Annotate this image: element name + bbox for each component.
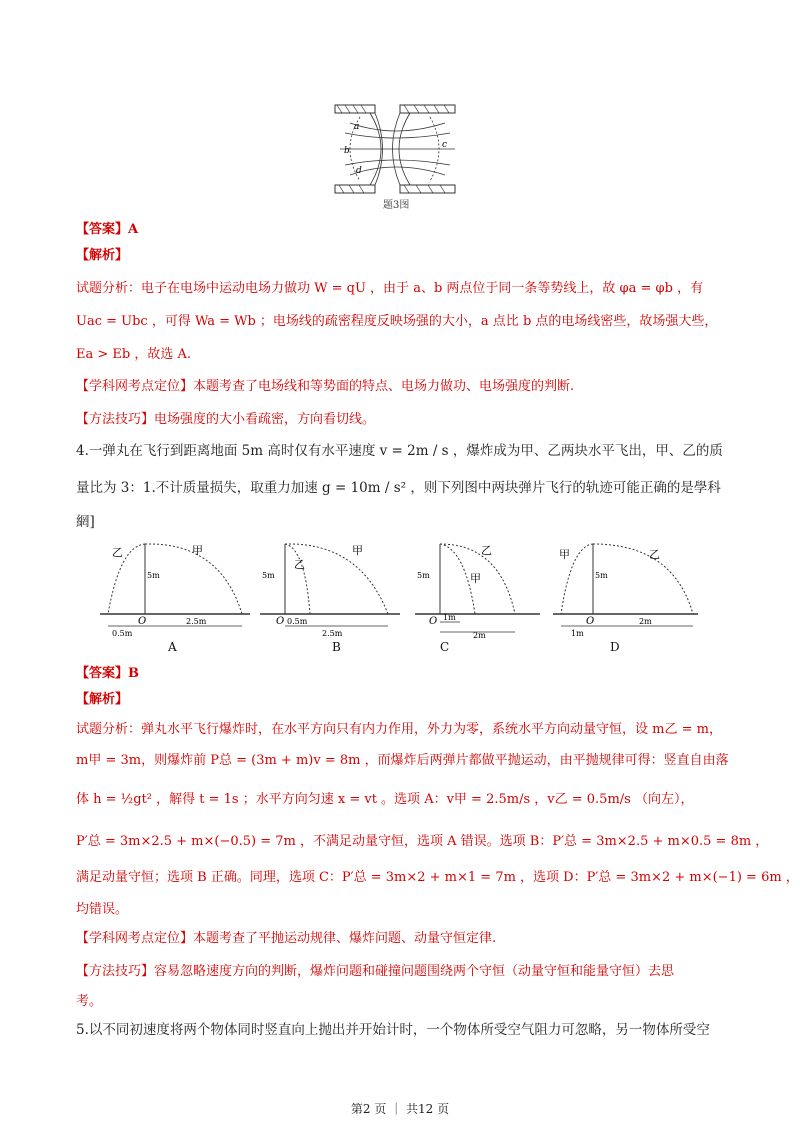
panel-d-left-piece: 甲	[559, 548, 570, 561]
panel-d-origin: O	[586, 616, 595, 627]
panel-c-height: 5m	[417, 571, 430, 580]
panel-c-label: C	[440, 640, 450, 654]
q3-analysis-line-3: Ea > Eb ，故选 A.	[76, 347, 191, 362]
q4-analysis-line-2: m甲 = 3m，则爆炸前 P总 = (3m + m)v = 8m ，而爆炸后两弹片都做平抛运动，由平抛规律可得：竖直自由落	[76, 753, 729, 768]
panel-a-left-piece: 乙	[112, 546, 123, 559]
q4-tip-line-2: 考。	[76, 994, 103, 1009]
panel-d-left-dist: 1m	[571, 629, 584, 638]
panel-d-label: D	[610, 640, 620, 654]
panel-a-left-dist: 0.5m	[112, 629, 133, 638]
q4-analysis-line-4: P′总 = 3m×2.5 + m×(−0.5) = 7m ，不满足动量守恒，选项 A 错误。选项 B：P′总 = 3m×2.5 + m×0.5 = 8m ，	[76, 834, 769, 849]
q3-point: 【学科网考点定位】本题考查了电场线和等势面的特点、电场力做功、电场强度的判断.	[76, 379, 575, 394]
page-footer: 第2 页 ｜ 共12 页	[350, 1102, 450, 1116]
q4-stem-line-1: 4.一弹丸在飞行到距离地面 5m 高时仅有水平速度 v = 2m / s ，爆炸成为甲、乙两块水平飞出，甲、乙的质	[76, 443, 723, 459]
trajectory-diagram-c	[415, 534, 545, 639]
panel-b-label: B	[332, 640, 341, 654]
panel-a-origin: O	[138, 616, 147, 627]
point-a-label: a	[354, 122, 360, 132]
q4-answer: 【答案】B	[76, 666, 139, 681]
trajectory-diagram-a	[100, 534, 250, 639]
point-c-label: c	[442, 140, 448, 150]
q3-tip: 【方法技巧】电场强度的大小看疏密，方向看切线。	[76, 412, 376, 427]
q4-stem-line-3: 網]	[76, 514, 95, 530]
point-b-label: b	[344, 146, 350, 156]
trajectory-diagram-d	[553, 534, 703, 639]
field-lines-diagram	[330, 103, 465, 198]
panel-d-right-piece: 乙	[649, 548, 660, 561]
q3-answer: 【答案】A	[76, 222, 139, 237]
q4-tip-line-1: 【方法技巧】容易忽略速度方向的判断，爆炸问题和碰撞问题围绕两个守恒（动量守恒和能量守恒）去思	[76, 964, 675, 979]
q3-analysis-head: 【解析】	[76, 248, 129, 263]
panel-b-right-piece: 乙	[294, 558, 305, 571]
q4-analysis-head: 【解析】	[76, 692, 129, 707]
panel-a-height: 5m	[147, 571, 160, 580]
panel-b-left-dist: 0.5m	[287, 617, 308, 626]
q5-stem-line-1: 5.以不同初速度将两个物体同时竖直向上抛出并开始计时，一个物体所受空气阻力可忽略，另一物体所受空	[76, 1022, 710, 1038]
q4-analysis-line-5: 满足动量守恒；选项 B 正确。同理，选项 C：P′总 = 3m×2 + m×1 = 7m ，选项 D：P′总 = 3m×2 + m×(−1) = 6m ，	[76, 870, 799, 885]
figure-caption: 题3图	[383, 200, 410, 211]
panel-b-origin: O	[276, 616, 285, 627]
panel-c-inner-piece: 甲	[470, 572, 481, 585]
panel-c-right-piece: 乙	[481, 544, 492, 557]
panel-a-label: A	[168, 640, 177, 654]
point-d-label: d	[356, 166, 362, 176]
q4-point: 【学科网考点定位】本题考查了平抛运动规律、爆炸问题、动量守恒定律.	[76, 931, 497, 946]
q3-analysis-line-1: 试题分析：电子在电场中运动电场力做功 W = qU ，由于 a、b 两点位于同一条等势线上，故 φa = φb ，有	[76, 281, 704, 296]
panel-a-right-piece: 甲	[192, 544, 203, 557]
panel-a-right-dist: 2.5m	[186, 617, 207, 626]
trajectory-panel-d	[553, 534, 703, 669]
q4-stem-line-2: 量比为 3：1.不计质量损失，取重力加速 g = 10m / s² ，则下列图中两块弹片飞行的轨迹可能正确的是學科	[76, 480, 721, 496]
panel-b-top-right: 甲	[352, 544, 363, 557]
panel-c-left-dist: 1m	[443, 613, 456, 622]
q4-analysis-line-6: 均错误。	[76, 902, 129, 917]
panel-c-right-dist: 2m	[473, 631, 486, 639]
panel-c-origin: O	[429, 616, 438, 627]
trajectory-panel-c	[415, 534, 565, 669]
trajectory-diagram-b	[260, 534, 410, 639]
panel-d-height: 5m	[595, 571, 608, 580]
panel-d-right-dist: 2m	[639, 617, 652, 626]
q4-analysis-line-1: 试题分析：弹丸水平飞行爆炸时，在水平方向只有内力作用，外力为零，系统水平方向动量守恒，设 m乙 = m，	[76, 722, 722, 737]
q4-analysis-line-3: 体 h = ½gt² ，解得 t = 1s ；水平方向匀速 x = vt 。选项 A：v甲 = 2.5m/s ，v乙 = 0.5m/s （向左），	[76, 792, 694, 807]
panel-b-right-dist: 2.5m	[322, 629, 343, 638]
panel-b-height: 5m	[262, 571, 275, 580]
q3-analysis-line-2: Uac = Ubc ，可得 Wa = Wb ；电场线的疏密程度反映场强的大小，a 点比 b 点的电场线密些，故场强大些，	[76, 314, 718, 329]
